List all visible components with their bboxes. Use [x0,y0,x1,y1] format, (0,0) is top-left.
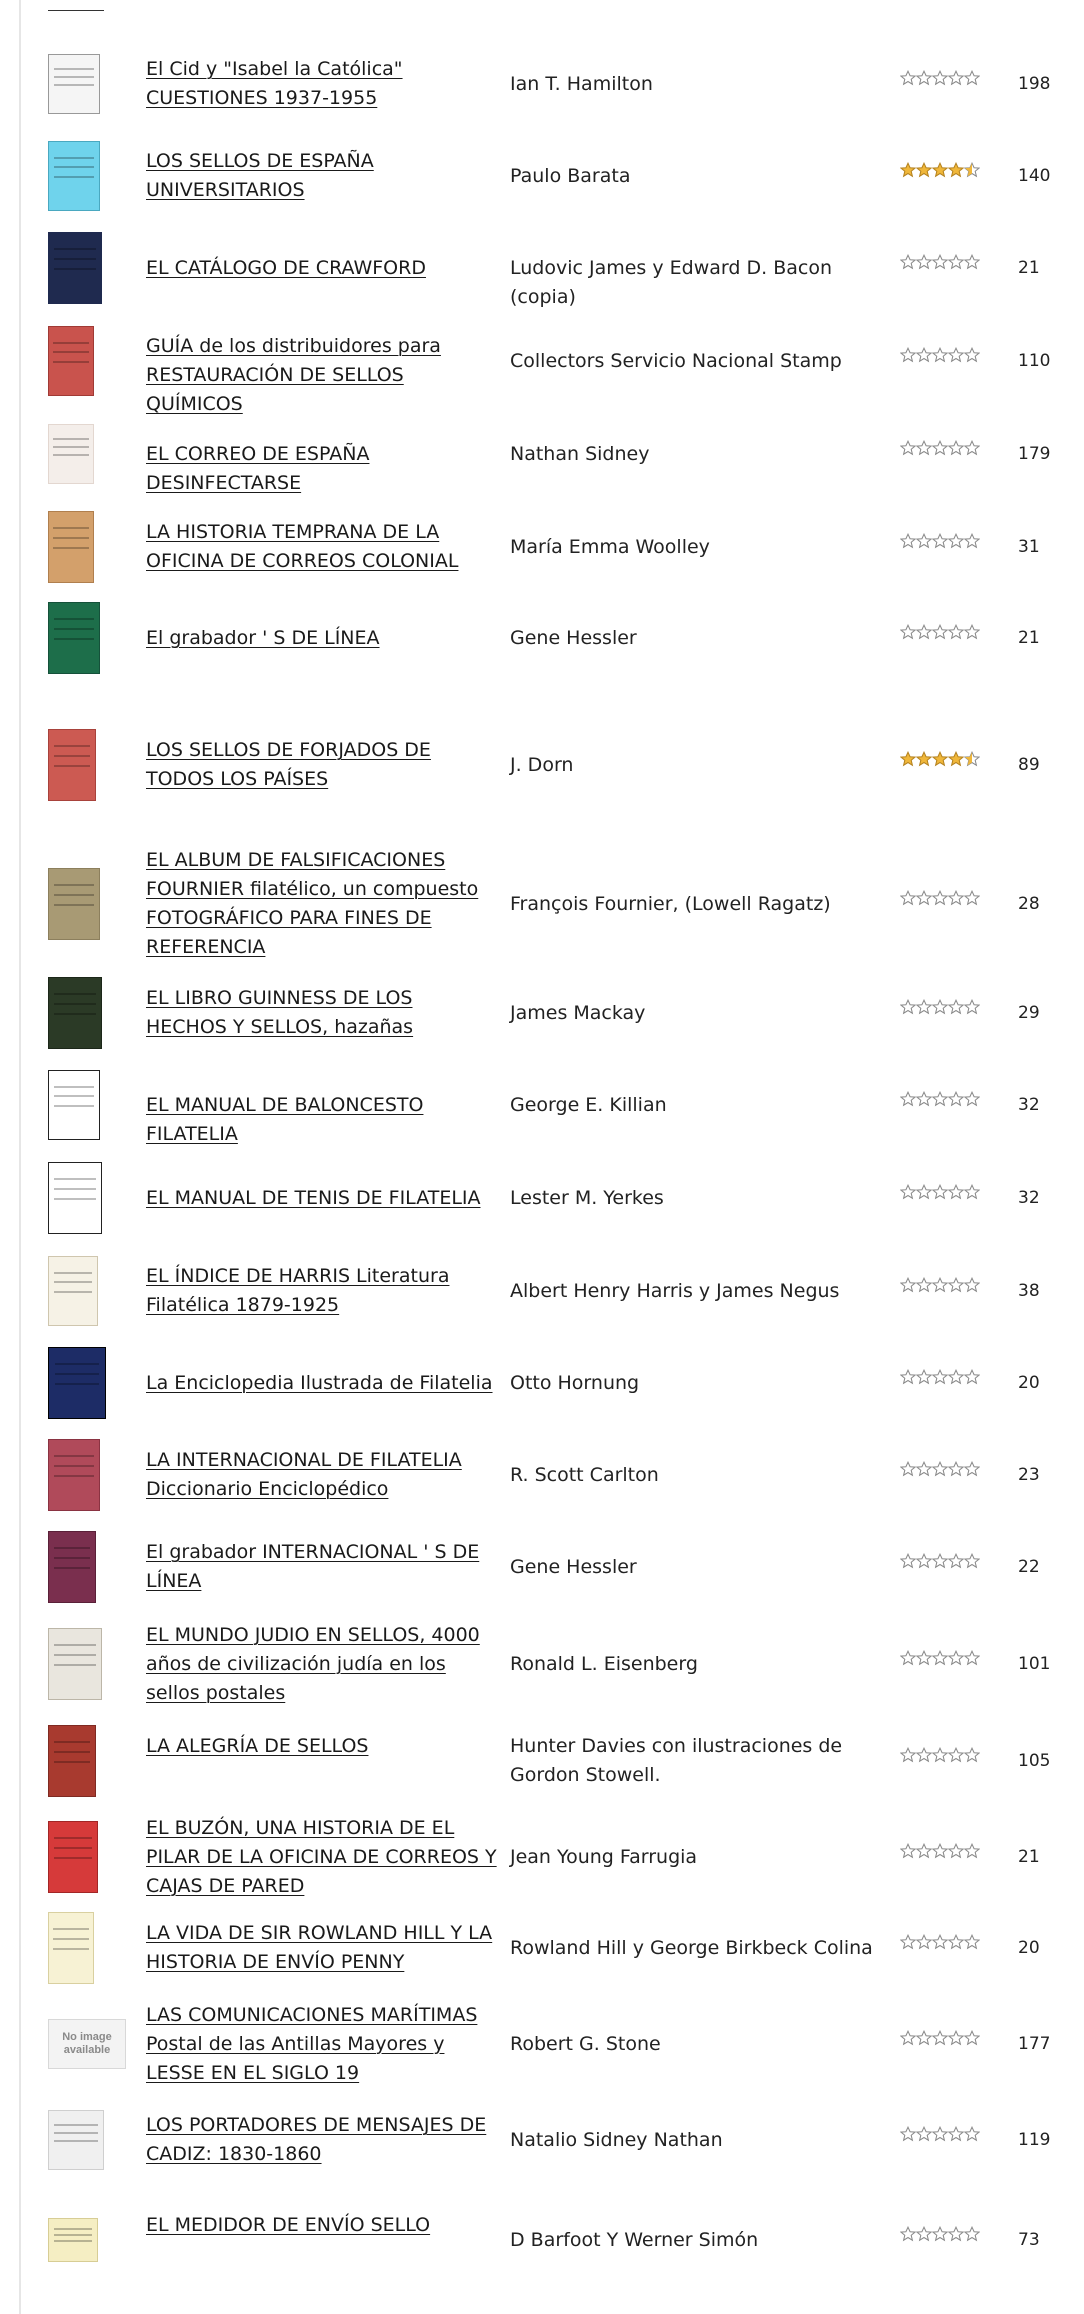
star-icon [916,624,932,640]
star-icon [932,624,948,640]
star-icon [932,254,948,270]
star-icon [948,2126,964,2142]
book-title-link[interactable]: LA INTERNACIONAL DE FILATELIA Diccionario Enciclopédico [146,1449,462,1500]
star-icon [964,2030,980,2046]
book-cover-thumbnail[interactable] [48,1912,94,1984]
star-icon [932,162,948,178]
book-cover-thumbnail[interactable] [48,511,94,583]
book-title-link[interactable]: LA VIDA DE SIR ROWLAND HILL Y LA HISTORIA DE ENVÍO PENNY [146,1922,493,1973]
star-icon [948,1277,964,1293]
book-author: Hunter Davies con ilustraciones de Gordon Stowell. [510,1735,843,1786]
book-cover-thumbnail[interactable] [48,2110,104,2170]
rating-stars [900,2226,980,2246]
star-icon [916,1091,932,1107]
star-icon [964,751,980,767]
rating-stars [900,1184,980,1204]
book-title-link[interactable]: EL LIBRO GUINNESS DE LOS HECHOS Y SELLOS, hazañas [146,987,414,1038]
star-icon [900,347,916,363]
book-cover-thumbnail[interactable] [48,424,94,484]
rating-count: 89 [1018,755,1040,775]
star-icon [900,890,916,906]
star-icon [964,2226,980,2242]
star-icon [948,347,964,363]
star-icon [964,1553,980,1569]
book-title-link[interactable]: LA HISTORIA TEMPRANA DE LA OFICINA DE CORREOS COLONIAL [146,521,459,572]
star-icon [900,1843,916,1859]
star-icon [964,890,980,906]
star-icon [916,2226,932,2242]
star-icon [948,533,964,549]
no-image-placeholder: No image available [48,2019,126,2069]
star-icon [948,890,964,906]
star-icon [900,624,916,640]
rating-stars [900,1091,980,1111]
book-title-link[interactable]: LA ALEGRÍA DE SELLOS [146,1735,369,1757]
star-icon [948,70,964,86]
book-cover-thumbnail[interactable] [48,1070,100,1140]
rating-count: 31 [1018,537,1040,557]
book-title-link[interactable]: EL MUNDO JUDIO EN SELLOS, 4000 años de civilización judía en los sellos postales [146,1623,480,1704]
star-icon [948,624,964,640]
rating-count: 20 [1018,1938,1040,1958]
rating-count: 23 [1018,1465,1040,1485]
book-title-link[interactable]: LAS COMUNICACIONES MARÍTIMAS Postal de las Antillas Mayores y LESSE EN EL SIGLO 19 [146,2003,478,2084]
star-icon [900,999,916,1015]
book-title-link[interactable]: EL MANUAL DE BALONCESTO FILATELIA [146,1093,424,1145]
star-icon [916,1369,932,1385]
star-icon [900,1277,916,1293]
book-author: Gene Hessler [510,626,637,649]
star-icon [900,440,916,456]
book-title-link[interactable]: EL ÍNDICE DE HARRIS Literatura Filatélica 1879-1925 [146,1265,450,1316]
book-author: Rowland Hill y George Birkbeck Colina [510,1936,873,1959]
star-icon [900,751,916,767]
book-cover-thumbnail[interactable] [48,1162,102,1234]
book-author: Ian T. Hamilton [510,72,653,95]
book-title-link[interactable]: El Cid y "Isabel la Católica" CUESTIONES 1937-1955 [146,58,403,109]
star-icon [964,1843,980,1859]
star-icon [900,533,916,549]
star-icon [932,999,948,1015]
book-author: George E. Killian [510,1093,667,1116]
star-icon [948,1369,964,1385]
book-author: D Barfoot Y Werner Simón [510,2228,759,2251]
rating-stars [900,1843,980,1863]
star-icon [964,1650,980,1666]
book-author: Robert G. Stone [510,2032,661,2055]
star-icon [964,624,980,640]
star-icon [964,1277,980,1293]
rating-count: 38 [1018,1281,1040,1301]
rating-stars [900,890,980,910]
star-icon [964,1369,980,1385]
book-author: Natalio Sidney Nathan [510,2128,723,2151]
book-title-link[interactable]: GUÍA de los distribuidores para RESTAURACIÓN DE SELLOS QUÍMICOS [146,335,441,415]
rating-stars [900,1277,980,1297]
rating-stars [900,999,980,1019]
book-cover-thumbnail[interactable] [48,326,94,396]
rating-stars [900,1747,980,1767]
star-icon [900,2226,916,2242]
star-icon [964,999,980,1015]
rating-count: 32 [1018,1095,1040,1115]
rating-stars [900,254,980,274]
book-title-link[interactable]: LOS SELLOS DE FORJADOS DE TODOS LOS PAÍSES [146,739,431,790]
book-author: Otto Hornung [510,1371,640,1394]
rating-count: 140 [1018,166,1051,186]
star-icon [916,1747,932,1763]
star-icon [916,533,932,549]
star-icon [948,751,964,767]
star-icon [932,2126,948,2142]
book-title-link[interactable]: El grabador ' S DE LÍNEA [146,626,380,649]
book-author: Nathan Sidney [510,442,650,465]
rating-count: 32 [1018,1188,1040,1208]
star-icon [916,890,932,906]
star-icon [964,1747,980,1763]
star-icon [900,254,916,270]
book-cover-thumbnail[interactable] [48,1531,96,1603]
star-icon [932,440,948,456]
book-cover-thumbnail[interactable] [48,602,100,674]
star-icon [948,1184,964,1200]
star-icon [932,1650,948,1666]
book-cover-thumbnail[interactable] [48,868,100,940]
rating-stars [900,162,980,182]
rating-stars [900,533,980,553]
star-icon [900,2030,916,2046]
book-cover-thumbnail[interactable] [48,141,100,211]
book-cover-thumbnail[interactable] [48,54,100,114]
star-icon [916,2030,932,2046]
rating-stars [900,751,980,771]
star-icon [932,1934,948,1950]
star-icon [932,890,948,906]
star-icon [916,1461,932,1477]
book-author: François Fournier, (Lowell Ragatz) [510,892,831,915]
star-icon [916,254,932,270]
star-icon [916,1650,932,1666]
star-icon [932,1369,948,1385]
star-icon [948,999,964,1015]
star-icon [964,1934,980,1950]
book-author: Gene Hessler [510,1555,637,1578]
star-icon [964,254,980,270]
book-author: J. Dorn [510,753,574,776]
star-icon [916,1934,932,1950]
rating-count: 21 [1018,628,1040,648]
star-icon [948,1747,964,1763]
star-icon [964,70,980,86]
star-icon [916,347,932,363]
star-icon [932,1747,948,1763]
star-icon [948,1843,964,1859]
star-icon [932,1091,948,1107]
star-icon [900,1091,916,1107]
star-icon [948,2226,964,2242]
star-icon [932,1843,948,1859]
book-author: Ludovic James y Edward D. Bacon (copia) [510,256,832,308]
star-icon [948,254,964,270]
rating-stars [900,2126,980,2146]
star-icon [964,1184,980,1200]
book-title-link[interactable]: LOS SELLOS DE ESPAÑA UNIVERSITARIOS [146,150,374,201]
star-icon [916,1843,932,1859]
book-cover-thumbnail[interactable] [48,977,102,1049]
star-icon [948,1461,964,1477]
book-title-link[interactable]: EL CATÁLOGO DE CRAWFORD [146,256,426,279]
rating-stars [900,1934,980,1954]
rating-count: 28 [1018,894,1040,914]
star-icon [932,70,948,86]
star-icon [916,1553,932,1569]
book-cover-thumbnail[interactable] [48,1628,102,1700]
star-icon [900,1747,916,1763]
star-icon [916,2126,932,2142]
rating-stars [900,70,980,90]
book-cover-thumbnail[interactable] [48,1821,98,1893]
rating-stars [900,1553,980,1573]
book-cover-thumbnail[interactable] [48,729,96,801]
book-author: Paulo Barata [510,164,631,187]
book-author: Albert Henry Harris y James Negus [510,1279,840,1302]
book-cover-thumbnail[interactable] [48,1439,100,1511]
rating-count: 21 [1018,258,1040,278]
book-title-link[interactable]: EL CORREO DE ESPAÑA DESINFECTARSE [146,442,370,494]
star-icon [916,999,932,1015]
star-icon [916,1184,932,1200]
rating-stars [900,1369,980,1389]
star-icon [948,1553,964,1569]
book-title-link[interactable]: EL MEDIDOR DE ENVÍO SELLO [146,2214,431,2236]
star-icon [932,347,948,363]
star-icon [916,751,932,767]
star-icon [916,162,932,178]
star-icon [900,1650,916,1666]
book-author: Jean Young Farrugia [510,1845,698,1868]
star-icon [916,70,932,86]
rating-count: 198 [1018,74,1051,94]
book-title-link[interactable]: LOS PORTADORES DE MENSAJES DE CADIZ: 1830-1860 [146,2114,487,2165]
book-author: María Emma Woolley [510,535,710,558]
star-icon [948,1934,964,1950]
star-icon [900,1553,916,1569]
star-icon [932,1184,948,1200]
star-icon [932,1461,948,1477]
star-icon [900,1184,916,1200]
star-icon [932,2226,948,2242]
star-icon [948,1650,964,1666]
star-icon [932,751,948,767]
book-cover-thumbnail[interactable] [48,1725,96,1797]
book-author: Ronald L. Eisenberg [510,1652,698,1675]
star-icon [916,440,932,456]
rating-count: 110 [1018,351,1051,371]
book-cover-thumbnail[interactable] [48,232,102,304]
star-icon [948,2030,964,2046]
star-icon [932,1277,948,1293]
book-author: R. Scott Carlton [510,1463,659,1486]
rating-stars [900,2030,980,2050]
star-icon [900,2126,916,2142]
rating-count: 22 [1018,1557,1040,1577]
rating-count: 20 [1018,1373,1040,1393]
star-icon [900,1461,916,1477]
star-icon [948,162,964,178]
star-icon [900,162,916,178]
star-icon [900,1369,916,1385]
book-author: James Mackay [510,1001,646,1024]
rating-count: 119 [1018,2130,1051,2150]
book-title-link[interactable]: EL BUZÓN, UNA HISTORIA DE EL PILAR DE LA OFICINA DE CORREOS Y CAJAS DE PARED [146,1816,497,1897]
rating-stars [900,624,980,644]
star-icon [916,1277,932,1293]
star-icon [964,1461,980,1477]
rating-stars [900,347,980,367]
book-author: Collectors Servicio Nacional Stamp [510,349,842,372]
rating-count: 101 [1018,1654,1051,1674]
star-icon [964,533,980,549]
rating-count: 179 [1018,444,1051,464]
rating-count: 177 [1018,2034,1051,2054]
star-icon [900,70,916,86]
rating-count: 73 [1018,2230,1040,2250]
star-icon [964,347,980,363]
book-title-link[interactable]: La Enciclopedia Ilustrada de Filatelia [146,1371,493,1394]
star-icon [964,1091,980,1107]
star-icon [964,440,980,456]
star-icon [964,162,980,178]
star-icon [948,1091,964,1107]
book-cover-thumbnail[interactable] [48,2218,98,2262]
star-icon [948,440,964,456]
book-title-link[interactable]: El grabador INTERNACIONAL ' S DE LÍNEA [146,1541,480,1592]
rating-stars [900,1461,980,1481]
star-icon [932,2030,948,2046]
rating-count: 29 [1018,1003,1040,1023]
star-icon [932,533,948,549]
rating-count: 105 [1018,1751,1051,1771]
book-author: Lester M. Yerkes [510,1186,664,1209]
star-icon [932,1553,948,1569]
star-icon [900,1934,916,1950]
star-icon [964,2126,980,2142]
rating-count: 21 [1018,1847,1040,1867]
rating-stars [900,440,980,460]
book-title-link[interactable]: EL MANUAL DE TENIS DE FILATELIA [146,1186,481,1209]
book-cover-thumbnail[interactable] [48,1347,106,1419]
book-title-link[interactable]: EL ALBUM DE FALSIFICACIONES FOURNIER filatélico, un compuesto FOTOGRÁFICO PARA FINES DE REFERENCIA [146,849,479,958]
rating-stars [900,1650,980,1670]
book-cover-thumbnail[interactable] [48,1256,98,1326]
